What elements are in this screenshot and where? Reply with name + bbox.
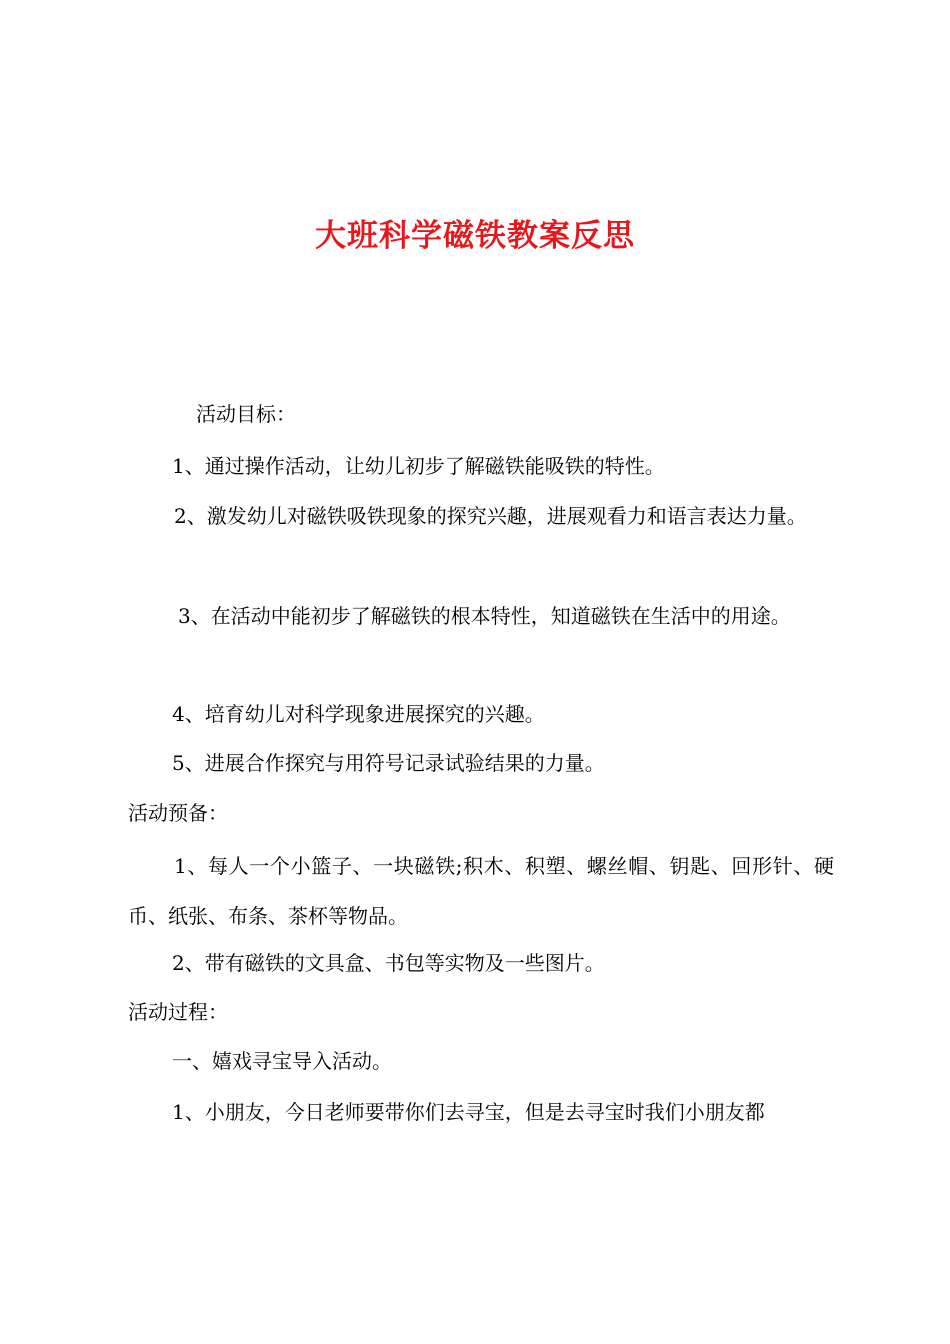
- document-title: 大班科学磁铁教案反思: [315, 218, 635, 254]
- goal-item-3: 3、在活动中能初步了解磁铁的根本特性，知道磁铁在生活中的用途。: [178, 604, 791, 628]
- goal-item-1: 1、通过操作活动，让幼儿初步了解磁铁能吸铁的特性。: [172, 454, 665, 478]
- goals-heading: 活动目标：: [196, 402, 296, 426]
- prep-item-1: 1、每人一个小篮子、一块磁铁;积木、积塑、螺丝帽、钥匙、回形针、硬币、纸张、布条、茶杯等物品。: [128, 854, 834, 928]
- process-step-1-item-1: 1、小朋友，今日老师要带你们去寻宝，但是去寻宝时我们小朋友都: [172, 1100, 765, 1124]
- goal-item-2: 2、激发幼儿对磁铁吸铁现象的探究兴趣，进展观看力和语言表达力量。: [174, 504, 807, 528]
- goal-item-5: 5、进展合作探究与用符号记录试验结果的力量。: [172, 751, 605, 775]
- goal-item-4: 4、培育幼儿对科学现象进展探究的兴趣。: [172, 702, 545, 726]
- process-step-1: 一、嬉戏寻宝导入活动。: [172, 1049, 392, 1073]
- prep-heading: 活动预备：: [128, 801, 228, 825]
- prep-item-2: 2、带有磁铁的文具盒、书包等实物及一些图片。: [172, 951, 605, 975]
- process-heading: 活动过程：: [128, 1000, 228, 1024]
